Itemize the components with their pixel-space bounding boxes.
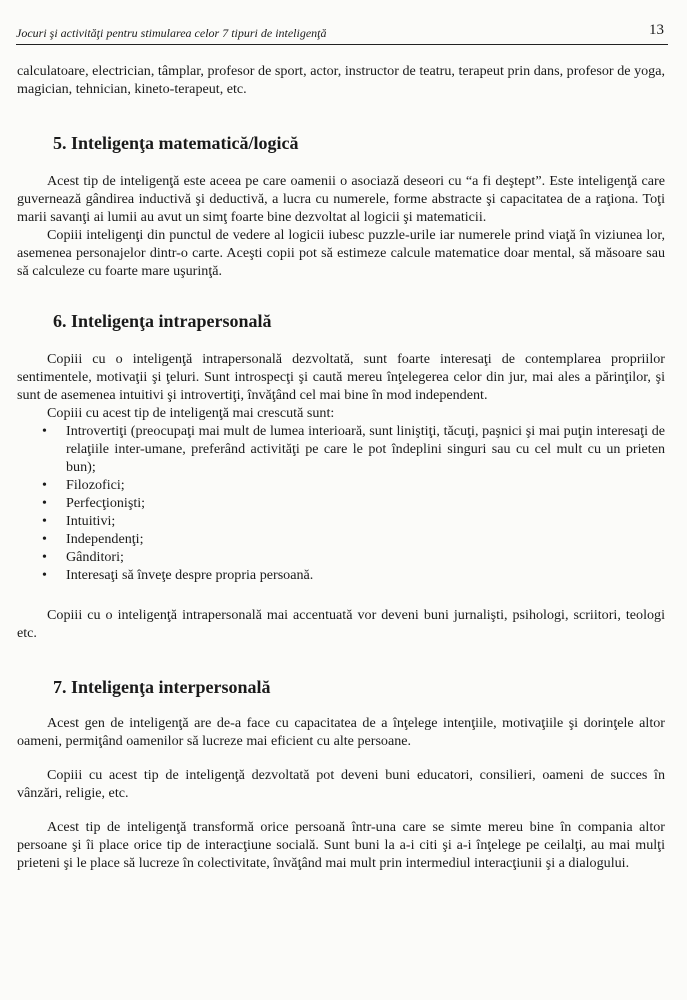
list-item: • Perfecţionişti; — [42, 495, 146, 511]
section-6-paragraph-1: Copiii cu o inteligenţă intrapersonală dezvoltată, sunt foarte interesaţi de contemplarea propriilor sentimentele, motivaţii şi ţeluri. Sunt introspecţi şi caută mereu înţelegerea celor din jur, mai ales a părinţilor, şi sunt de asemenea intuitivi şi introvertiţi, învăţând cel mai bine în mod independent. — [17, 351, 665, 403]
bullet-icon: • — [42, 495, 47, 511]
section-5-paragraph-2: Copiii inteligenţi din punctul de vedere al logicii iubesc puzzle-urile iar numerele prind viaţă în viziunea lor, asemenea personajelor dintr-o carte. Aceşti copii pot să estimeze calcule matematice doar mental, să măsoare sau să calculeze cu foarte mare uşurinţă. — [17, 227, 665, 279]
list-item: • Filozofici; — [42, 477, 125, 493]
page-content — [17, 62, 665, 872]
list-item: • Interesaţi să înveţe despre propria persoană. — [42, 567, 314, 583]
list-item: • Independenţi; — [42, 531, 144, 547]
list-item: • Intuitivi; — [42, 513, 116, 529]
bullet-icon: • — [42, 531, 47, 547]
section-7-heading: 7. Inteligenţa interpersonală — [53, 677, 271, 697]
intro-paragraph: calculatoare, electrician, tâmplar, profesor de sport, actor, instructor de teatru, terapeut prin dans, profesor de yoga, magician, tehnician, kineto-terapeut, etc. — [17, 63, 665, 97]
section-5-paragraph-1: Acest tip de inteligenţă este aceea pe care oamenii o asociază deseori cu “a fi deştept”. Este inteligenţă care guvernează gândirea inductivă şi deductivă, a lucra cu numerele, forme abstracte şi capacitatea de a raţiona. Toţi marii savanţi ai lumii au avut un simţ foarte bine dezvoltat al logicii şi matematicii. — [17, 173, 665, 225]
bullet-icon: • — [42, 567, 47, 583]
section-5-heading: 5. Inteligenţa matematică/logică — [53, 133, 299, 153]
page-number: 13 — [649, 22, 664, 38]
section-6-heading: 6. Inteligenţa intrapersonală — [53, 311, 272, 331]
list-item: • Introvertiţi (preocupaţi mai mult de lumea interioară, sunt liniştiţi, tăcuţi, paşnici şi mai puţin interesaţi de relaţiile inter-umane, preferând activităţi pe care le pot îndeplini singuri sau cu cel mult cu un prieten bun); — [42, 423, 665, 475]
section-6-paragraph-3: Copiii cu o inteligenţă intrapersonală mai accentuată vor deveni buni jurnalişti, psihologi, scriitori, teologi etc. — [17, 607, 665, 641]
trait-list — [17, 422, 665, 584]
list-item: • Gânditori; — [42, 549, 124, 565]
section-7-paragraph-2: Copiii cu acest tip de inteligenţă dezvoltată pot deveni buni educatori, consilieri, oameni de succes în vânzări, religie, etc. — [17, 767, 665, 801]
bullet-icon: • — [42, 549, 47, 565]
running-title: Jocuri şi activităţi pentru stimularea celor 7 tipuri de inteligenţă — [16, 26, 327, 40]
section-6-paragraph-2: Copiii cu acest tip de inteligenţă mai crescută sunt: — [47, 405, 335, 421]
bullet-icon: • — [42, 513, 47, 529]
running-header — [16, 10, 668, 45]
section-7-paragraph-3: Acest tip de inteligenţă transformă orice persoană într-una care se simte mereu bine în compania altor persoane şi îi place orice tip de interacţiune socială. Sunt buni la a-i citi şi a-i înţelege pe ceilalţi, au mai mulţi prieteni şi le place să lucreze în colectivitate, învăţând mai mult prin intermediul interacţiunii şi a dialogului. — [17, 819, 665, 871]
bullet-icon: • — [42, 477, 47, 493]
section-7-paragraph-1: Acest gen de inteligenţă are de-a face cu capacitatea de a înţelege intenţiile, motivaţiile şi dorinţele altor oameni, permiţând oamenilor să lucreze mai eficient cu alte persoane. — [17, 715, 665, 749]
bullet-icon: • — [42, 423, 47, 439]
